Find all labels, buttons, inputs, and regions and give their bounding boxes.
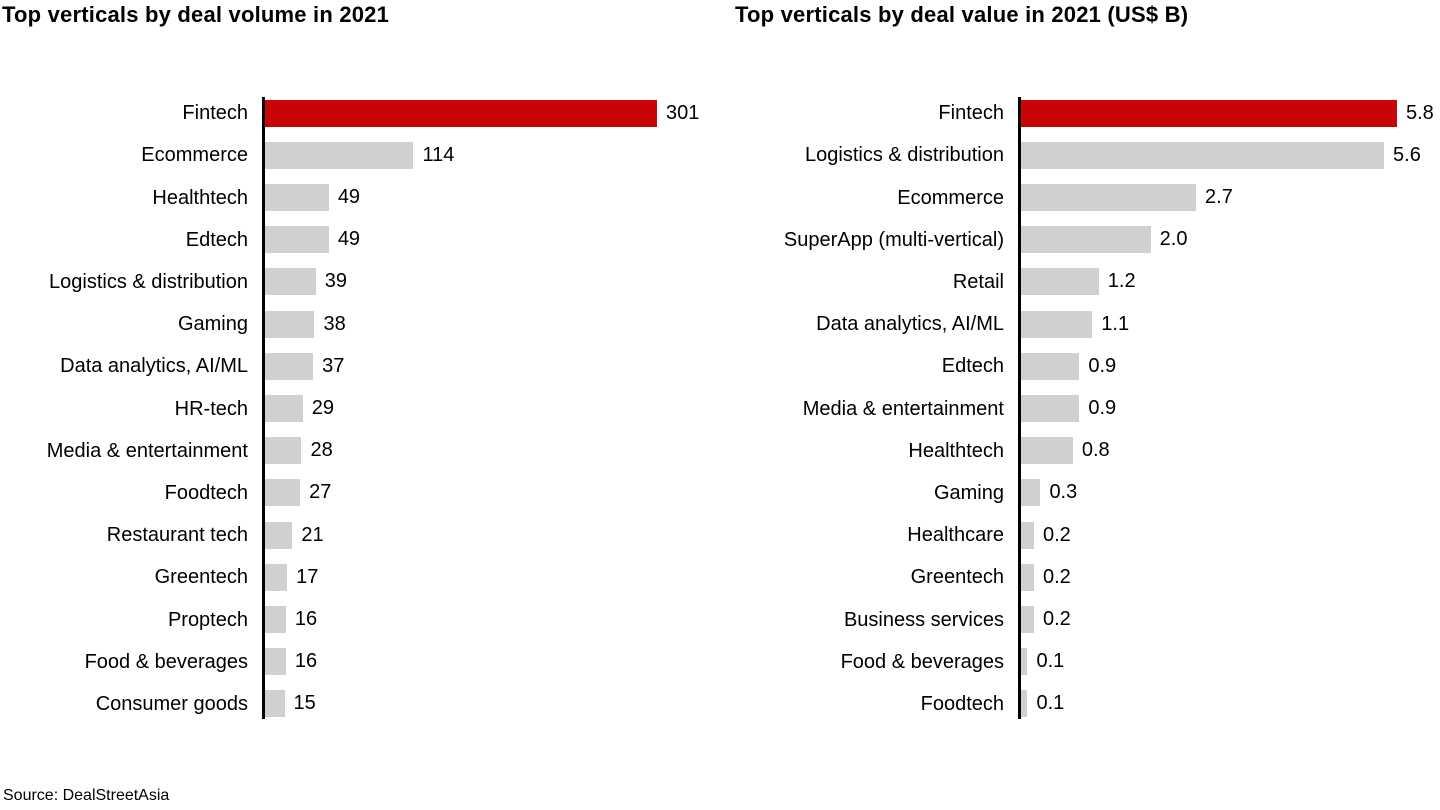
bar (265, 648, 286, 675)
category-label: Consumer goods (95, 692, 248, 715)
value-label: 2.7 (1205, 186, 1233, 208)
bar (265, 522, 292, 549)
bar-row (720, 683, 1440, 725)
chart-deal-value (720, 0, 1440, 760)
category-label: Foodtech (164, 481, 248, 504)
bar-track (1021, 353, 1440, 380)
bar-row (720, 92, 1440, 134)
value-label: 5.6 (1393, 143, 1421, 166)
bar-track (265, 690, 720, 717)
bar (265, 142, 413, 169)
bar-track (265, 606, 720, 633)
category-label: Greentech (154, 566, 248, 589)
bar (265, 690, 285, 717)
value-label: 0.1 (1036, 650, 1065, 673)
category-label: Logistics & distribution (805, 144, 1004, 167)
category-label: Ecommerce (141, 144, 248, 167)
category-label: Retail (952, 270, 1004, 293)
bar-track (265, 564, 720, 591)
chart-deal-volume (0, 0, 720, 760)
value-label: 0.3 (1049, 481, 1078, 504)
category-label: Business services (843, 608, 1004, 631)
bar-row (720, 556, 1440, 598)
bar (265, 437, 301, 464)
bar-track (265, 142, 720, 169)
bar-row (0, 641, 720, 683)
value-label: 1.1 (1101, 312, 1130, 335)
category-label: Data analytics, AI/ML (60, 355, 248, 378)
bar (265, 395, 303, 422)
value-label: 0.9 (1088, 397, 1117, 420)
value-label: 39 (324, 270, 348, 293)
bar-track (1021, 606, 1440, 633)
bar-track (1021, 226, 1440, 253)
category-label: Edtech (941, 355, 1004, 378)
bar-row (720, 472, 1440, 514)
category-label: Data analytics, AI/ML (816, 313, 1004, 336)
bar-track (1021, 142, 1440, 169)
bar-track (265, 648, 720, 675)
bar-track (1021, 479, 1440, 506)
bar-row (0, 176, 720, 218)
bar-row (0, 303, 720, 345)
bar-row (720, 303, 1440, 345)
bar (1021, 564, 1034, 591)
value-label: 0.9 (1088, 354, 1117, 377)
bar (1021, 311, 1092, 338)
value-label: 0.2 (1042, 523, 1071, 546)
value-label: 0.2 (1042, 608, 1071, 631)
category-label: Food & beverages (840, 650, 1004, 673)
bar (1021, 690, 1027, 717)
bar-highlighted (265, 100, 657, 127)
value-label: 5.8 (1406, 101, 1434, 124)
bar (1021, 522, 1034, 549)
bar-row (0, 261, 720, 303)
value-label: 2.0 (1159, 228, 1188, 251)
bar-row (720, 641, 1440, 683)
bar-rows-deal-value (720, 92, 1440, 725)
bar-row (720, 514, 1440, 556)
bar-row (0, 556, 720, 598)
bar-row (720, 219, 1440, 261)
bar-row (0, 514, 720, 556)
category-label: HR-tech (174, 397, 248, 420)
bar-track (1021, 437, 1440, 464)
bar-track (265, 522, 720, 549)
bar-track (265, 184, 720, 211)
category-label: Foodtech (920, 692, 1004, 715)
bar-track (265, 437, 720, 464)
bar-highlighted (1021, 100, 1397, 127)
bar (265, 226, 329, 253)
category-label: Logistics & distribution (49, 270, 248, 293)
bar-track (1021, 522, 1440, 549)
bar-row (720, 345, 1440, 387)
bar-row (720, 261, 1440, 303)
value-label: 17 (296, 565, 319, 588)
bar (1021, 648, 1027, 675)
bar (265, 184, 329, 211)
bar-track (265, 311, 720, 338)
category-label: Healthcare (907, 524, 1004, 547)
category-label: Fintech (182, 102, 248, 125)
category-label: SuperApp (multi-vertical) (783, 228, 1004, 251)
bar-track (265, 226, 720, 253)
bar-track (1021, 648, 1440, 675)
bar-row (0, 345, 720, 387)
bar (1021, 479, 1040, 506)
bar-track (1021, 100, 1440, 127)
category-label: Ecommerce (897, 186, 1004, 209)
bar (1021, 184, 1196, 211)
value-label: 21 (301, 523, 324, 546)
value-label: 1.2 (1107, 270, 1136, 293)
bar-track (1021, 564, 1440, 591)
bar-row (720, 598, 1440, 640)
bar (1021, 437, 1073, 464)
bar (265, 311, 314, 338)
category-label: Healthtech (908, 439, 1004, 462)
category-label: Edtech (185, 228, 248, 251)
value-label: 38 (323, 312, 346, 335)
value-label: 27 (309, 481, 332, 504)
bar (1021, 395, 1079, 422)
category-label: Greentech (910, 566, 1004, 589)
value-label: 0.2 (1042, 565, 1071, 588)
bar (265, 564, 287, 591)
bar-track (1021, 268, 1440, 295)
value-label: 114 (422, 143, 455, 166)
bar-track (265, 100, 720, 127)
bar-rows-deal-volume (0, 92, 720, 725)
value-label: 16 (294, 608, 318, 631)
bar (1021, 268, 1099, 295)
bar-track (265, 268, 720, 295)
bar-row (0, 472, 720, 514)
bar-row (0, 387, 720, 429)
category-label: Proptech (167, 608, 248, 631)
bar (265, 479, 300, 506)
bar (265, 353, 313, 380)
category-label: Fintech (938, 102, 1004, 125)
bar-row (720, 387, 1440, 429)
bar-row (0, 219, 720, 261)
bar-track (1021, 395, 1440, 422)
bar-row (0, 92, 720, 134)
bar (1021, 606, 1034, 633)
value-label: 16 (294, 650, 318, 673)
category-label: Food & beverages (84, 650, 248, 673)
value-label: 37 (322, 354, 345, 377)
bar-track (1021, 311, 1440, 338)
bar (265, 268, 316, 295)
bar (1021, 226, 1151, 253)
bar-track (265, 395, 720, 422)
source-note: Source: DealStreetAsia (3, 787, 170, 804)
bar-row (720, 176, 1440, 218)
value-label: 0.8 (1081, 439, 1110, 462)
bar-track (265, 479, 720, 506)
bar-track (1021, 690, 1440, 717)
value-label: 301 (666, 101, 700, 124)
bar-row (0, 683, 720, 725)
bar-row (0, 598, 720, 640)
bar (1021, 353, 1079, 380)
chart-title-deal-volume: Top verticals by deal volume in 2021 (2, 2, 390, 27)
bar-row (720, 430, 1440, 472)
category-label: Media & entertainment (46, 439, 248, 462)
bar-track (265, 353, 720, 380)
bar (1021, 142, 1384, 169)
category-label: Media & entertainment (802, 397, 1004, 420)
category-label: Healthtech (152, 186, 248, 209)
value-label: 15 (293, 692, 316, 715)
bar-track (1021, 184, 1440, 211)
value-label: 49 (337, 228, 361, 251)
bar-row (0, 134, 720, 176)
value-label: 29 (311, 397, 335, 420)
bar-row (0, 430, 720, 472)
category-label: Restaurant tech (106, 524, 248, 547)
value-label: 28 (310, 439, 333, 462)
value-label: 49 (337, 186, 361, 208)
category-label: Gaming (933, 481, 1004, 504)
category-label: Gaming (177, 313, 248, 336)
bar-row (720, 134, 1440, 176)
value-label: 0.1 (1036, 692, 1065, 715)
bar (265, 606, 286, 633)
chart-title-deal-value: Top verticals by deal value in 2021 (US$ B) (735, 2, 1189, 27)
